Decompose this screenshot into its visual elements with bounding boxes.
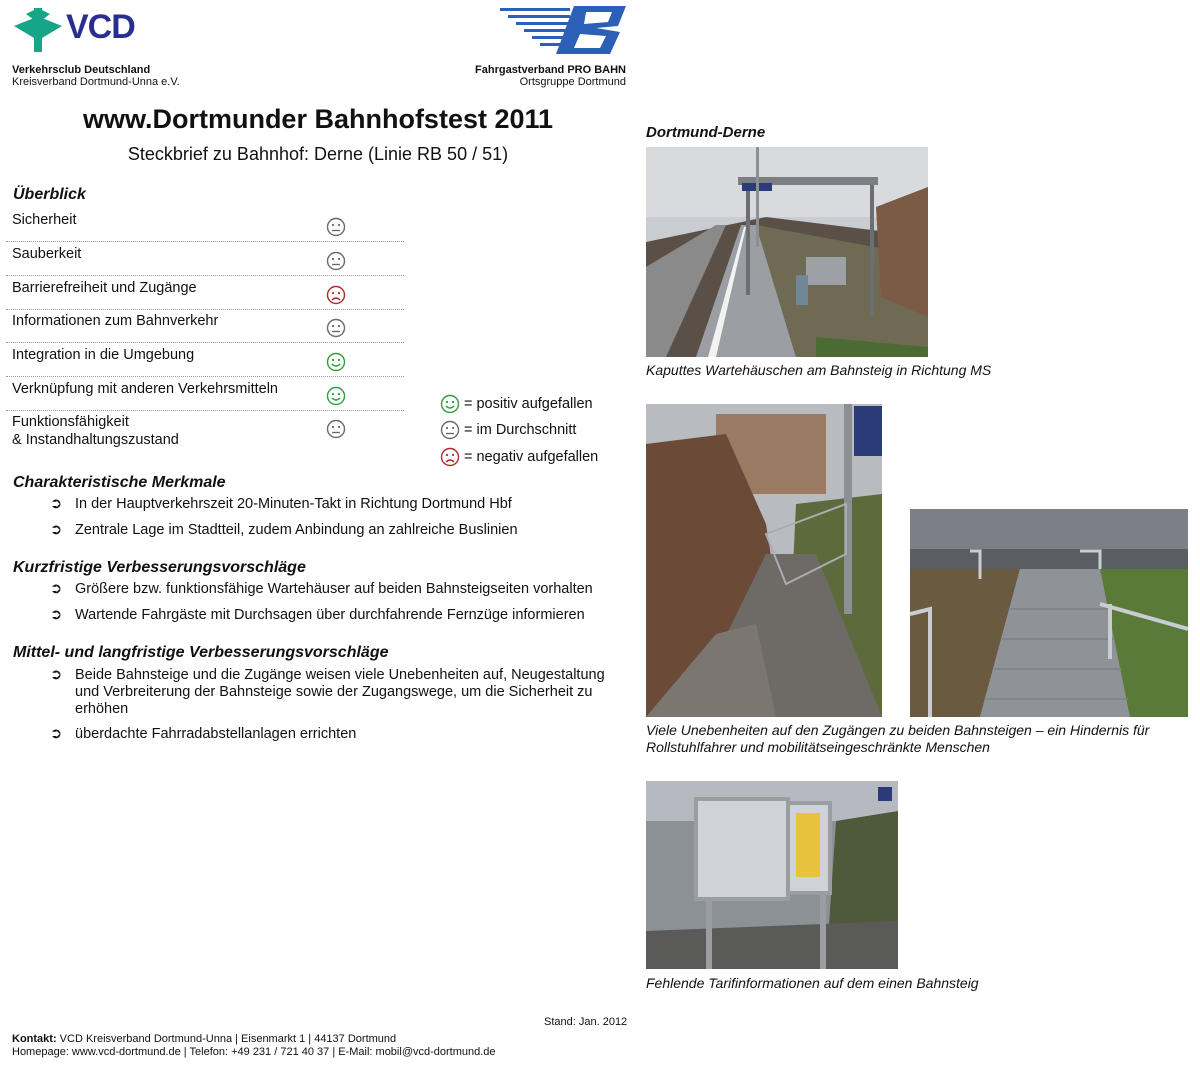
vcd-logo <box>12 6 152 56</box>
pro-bahn-emblem-icon <box>500 4 628 58</box>
arrow-bullet-icon: ➲ <box>50 667 63 683</box>
smile-icon <box>326 352 346 372</box>
rating-label: Barrierefreiheit und Zugänge <box>12 280 197 296</box>
arrow-bullet-icon: ➲ <box>50 726 63 742</box>
bullet-text: Wartende Fahrgäste mit Durchsagen über durchfahrende Fernzüge informieren <box>75 607 585 623</box>
legend-frown-icon <box>440 447 460 467</box>
neutral-face-icon <box>326 318 346 338</box>
photo-info-boards <box>646 781 898 969</box>
footer-homepage-line: Homepage: www.vcd-dortmund.de | Telefon: +49 231 / 721 40 37 | E-Mail: mobil@vcd-dortmund.de <box>12 1046 496 1058</box>
station-heading: Dortmund-Derne <box>646 124 766 141</box>
section-mittelfristig-heading: Mittel- und langfristige Verbesserungsvorschläge <box>13 644 389 661</box>
legend-positive-text: = positiv aufgefallen <box>464 396 593 412</box>
rating-label: Sicherheit <box>12 212 77 228</box>
bullet-text: In der Hauptverkehrszeit 20-Minuten-Takt in Richtung Dortmund Hbf <box>75 496 512 512</box>
bullet-text: Beide Bahnsteige und die Zugänge weisen viele Unebenheiten auf, Neugestaltung und Verbreiterung der Bahnsteige sowie der Zugangswege, um die Sicherheit zu erhöhen <box>75 667 605 717</box>
pro-bahn-org-name <box>475 64 626 88</box>
footer-contact-label: Kontakt: <box>12 1033 57 1045</box>
rating-label: Integration in die Umgebung <box>12 347 195 363</box>
photo-access-path <box>646 404 882 717</box>
legend-negative-text: = negativ aufgefallen <box>464 449 599 465</box>
pro-bahn-org-line2: Ortsgruppe Dortmund <box>519 76 626 88</box>
pro-bahn-org-line1: Fahrgastverband PRO BAHN <box>475 64 626 76</box>
vcd-org-line2: Kreisverband Dortmund-Unna e.V. <box>12 76 180 88</box>
rating-label: Sauberkeit <box>12 246 82 262</box>
caption-shelter: Kaputtes Wartehäuschen am Bahnsteig in Richtung MS <box>646 362 992 378</box>
photo-access-ramp <box>910 509 1188 717</box>
rating-row <box>6 244 404 276</box>
section-merkmale-heading: Charakteristische Merkmale <box>13 474 226 491</box>
frown-icon <box>326 285 346 305</box>
vcd-emblem-icon <box>12 6 64 54</box>
page-title: www.Dortmunder Bahnhofstest 2011 <box>82 104 554 134</box>
caption-info-boards: Fehlende Tarifinformationen auf dem einen Bahnsteig <box>646 975 979 991</box>
rating-row <box>6 345 404 377</box>
arrow-bullet-icon: ➲ <box>50 607 63 623</box>
arrow-bullet-icon: ➲ <box>50 581 63 597</box>
legend-smile-icon <box>440 394 460 414</box>
caption-access: Viele Unebenheiten auf den Zugängen zu beiden Bahnsteigen – ein Hindernis für Rollstuhlfahrer und mobilitätseingeschränkte Menschen <box>646 722 1150 755</box>
arrow-bullet-icon: ➲ <box>50 522 63 538</box>
rating-label-line2: & Instandhaltungszustand <box>12 432 179 448</box>
bullet-text: Größere bzw. funktionsfähige Wartehäuser auf beiden Bahnsteigseiten vorhalten <box>75 581 593 597</box>
vcd-wordmark: VCD <box>66 8 135 46</box>
photo-shelter <box>646 147 928 357</box>
rating-row <box>6 278 404 310</box>
rating-row <box>6 379 404 411</box>
vcd-org-line1: Verkehrsclub Deutschland <box>12 64 151 76</box>
footer <box>12 1033 496 1059</box>
legend-neutral-face-icon <box>440 420 460 440</box>
neutral-face-icon <box>326 217 346 237</box>
neutral-face-icon <box>326 251 346 271</box>
footer-contact-line <box>12 1033 496 1046</box>
bullet-text: Zentrale Lage im Stadtteil, zudem Anbindung an zahlreiche Buslinien <box>75 522 518 538</box>
neutral-face-icon <box>326 419 346 439</box>
rating-row <box>6 412 404 454</box>
overview-heading: Überblick <box>13 186 86 203</box>
rating-label: Funktionsfähigkeit <box>12 414 129 430</box>
rating-row <box>6 210 404 242</box>
legend-neutral-text: = im Durchschnitt <box>464 422 577 438</box>
footer-contact-text: VCD Kreisverband Dortmund-Unna | Eisenmarkt 1 | 44137 Dortmund <box>56 1033 397 1045</box>
page-subtitle: Steckbrief zu Bahnhof: Derne (Linie RB 50 / 51) <box>127 144 509 164</box>
section-kurzfristig-heading: Kurzfristige Verbesserungsvorschläge <box>13 559 306 576</box>
arrow-bullet-icon: ➲ <box>50 496 63 512</box>
rating-label: Informationen zum Bahnverkehr <box>12 313 219 329</box>
pro-bahn-logo <box>500 4 628 58</box>
bullet-text: überdachte Fahrradabstellanlagen errichten <box>75 726 357 742</box>
rating-row <box>6 311 404 343</box>
smile-icon <box>326 386 346 406</box>
stand-date: Stand: Jan. 2012 <box>544 1016 628 1028</box>
vcd-org-name <box>12 64 180 88</box>
rating-label: Verknüpfung mit anderen Verkehrsmitteln <box>12 381 278 397</box>
